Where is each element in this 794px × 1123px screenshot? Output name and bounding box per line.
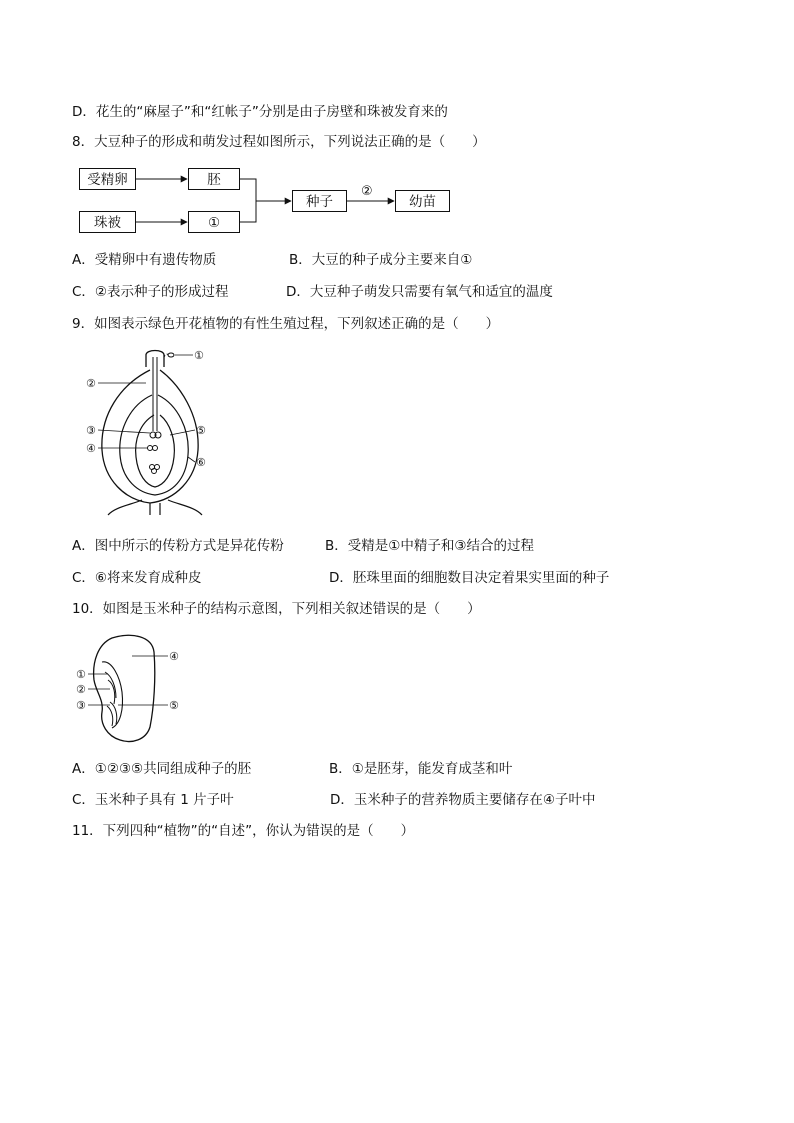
question9-option-a: A．图中所示的传粉方式是异花传粉	[72, 538, 284, 554]
flower-pistil-figure	[80, 345, 230, 515]
question9-stem: 9．如图表示绿色开花植物的有性生殖过程，下列叙述正确的是（ ）	[72, 316, 500, 332]
flower-label-3: ③	[86, 424, 96, 437]
box-fertilized-egg: 受精卵	[79, 168, 136, 190]
q8-arrows	[0, 0, 794, 260]
corn-label-2: ②	[76, 683, 86, 696]
flower-label-2: ②	[86, 377, 96, 390]
question9-option-b: B．受精是①中精子和③结合的过程	[325, 538, 534, 554]
question10-option-d: D．玉米种子的营养物质主要储存在④子叶中	[330, 792, 596, 808]
question8-option-a: A．受精卵中有遗传物质	[72, 252, 217, 268]
box-seedling: 幼苗	[395, 190, 450, 212]
flower-label-4: ④	[86, 442, 96, 455]
question10-stem: 10．如图是玉米种子的结构示意图，下列相关叙述错误的是（ ）	[72, 601, 481, 617]
corn-seed-figure	[72, 632, 192, 747]
question9-option-d: D．胚珠里面的细胞数目决定着果实里面的种子	[329, 570, 610, 586]
flower-label-6: ⑥	[196, 456, 206, 469]
question10-option-b: B．①是胚芽，能发育成茎和叶	[329, 761, 513, 777]
box-seed: 种子	[292, 190, 347, 212]
question7-option-d: D．花生的“麻屋子”和“红帐子”分别是由子房壁和珠被发育来的	[72, 104, 448, 120]
corn-label-1: ①	[76, 668, 86, 681]
corn-label-3: ③	[76, 699, 86, 712]
box-circle1: ①	[188, 211, 240, 233]
question8-option-b: B．大豆的种子成分主要来自①	[289, 252, 473, 268]
corn-label-4: ④	[169, 650, 179, 663]
box-integument: 珠被	[79, 211, 136, 233]
question11-stem: 11．下列四种“植物”的“自述”，你认为错误的是（ ）	[72, 823, 415, 839]
question9-option-c: C．⑥将来发育成种皮	[72, 570, 202, 586]
flower-label-5: ⑤	[196, 424, 206, 437]
question10-option-a: A．①②③⑤共同组成种子的胚	[72, 761, 252, 777]
question8-option-c: C．②表示种子的形成过程	[72, 284, 229, 300]
label-circle2: ②	[361, 184, 373, 199]
question8-stem: 8．大豆种子的形成和萌发过程如图所示，下列说法正确的是（ ）	[72, 134, 486, 150]
flower-label-1: ①	[194, 349, 204, 362]
corn-label-5: ⑤	[169, 699, 179, 712]
box-embryo: 胚	[188, 168, 240, 190]
question10-option-c: C．玉米种子具有 1 片子叶	[72, 792, 234, 808]
question8-option-d: D．大豆种子萌发只需要有氧气和适宜的温度	[286, 284, 553, 300]
